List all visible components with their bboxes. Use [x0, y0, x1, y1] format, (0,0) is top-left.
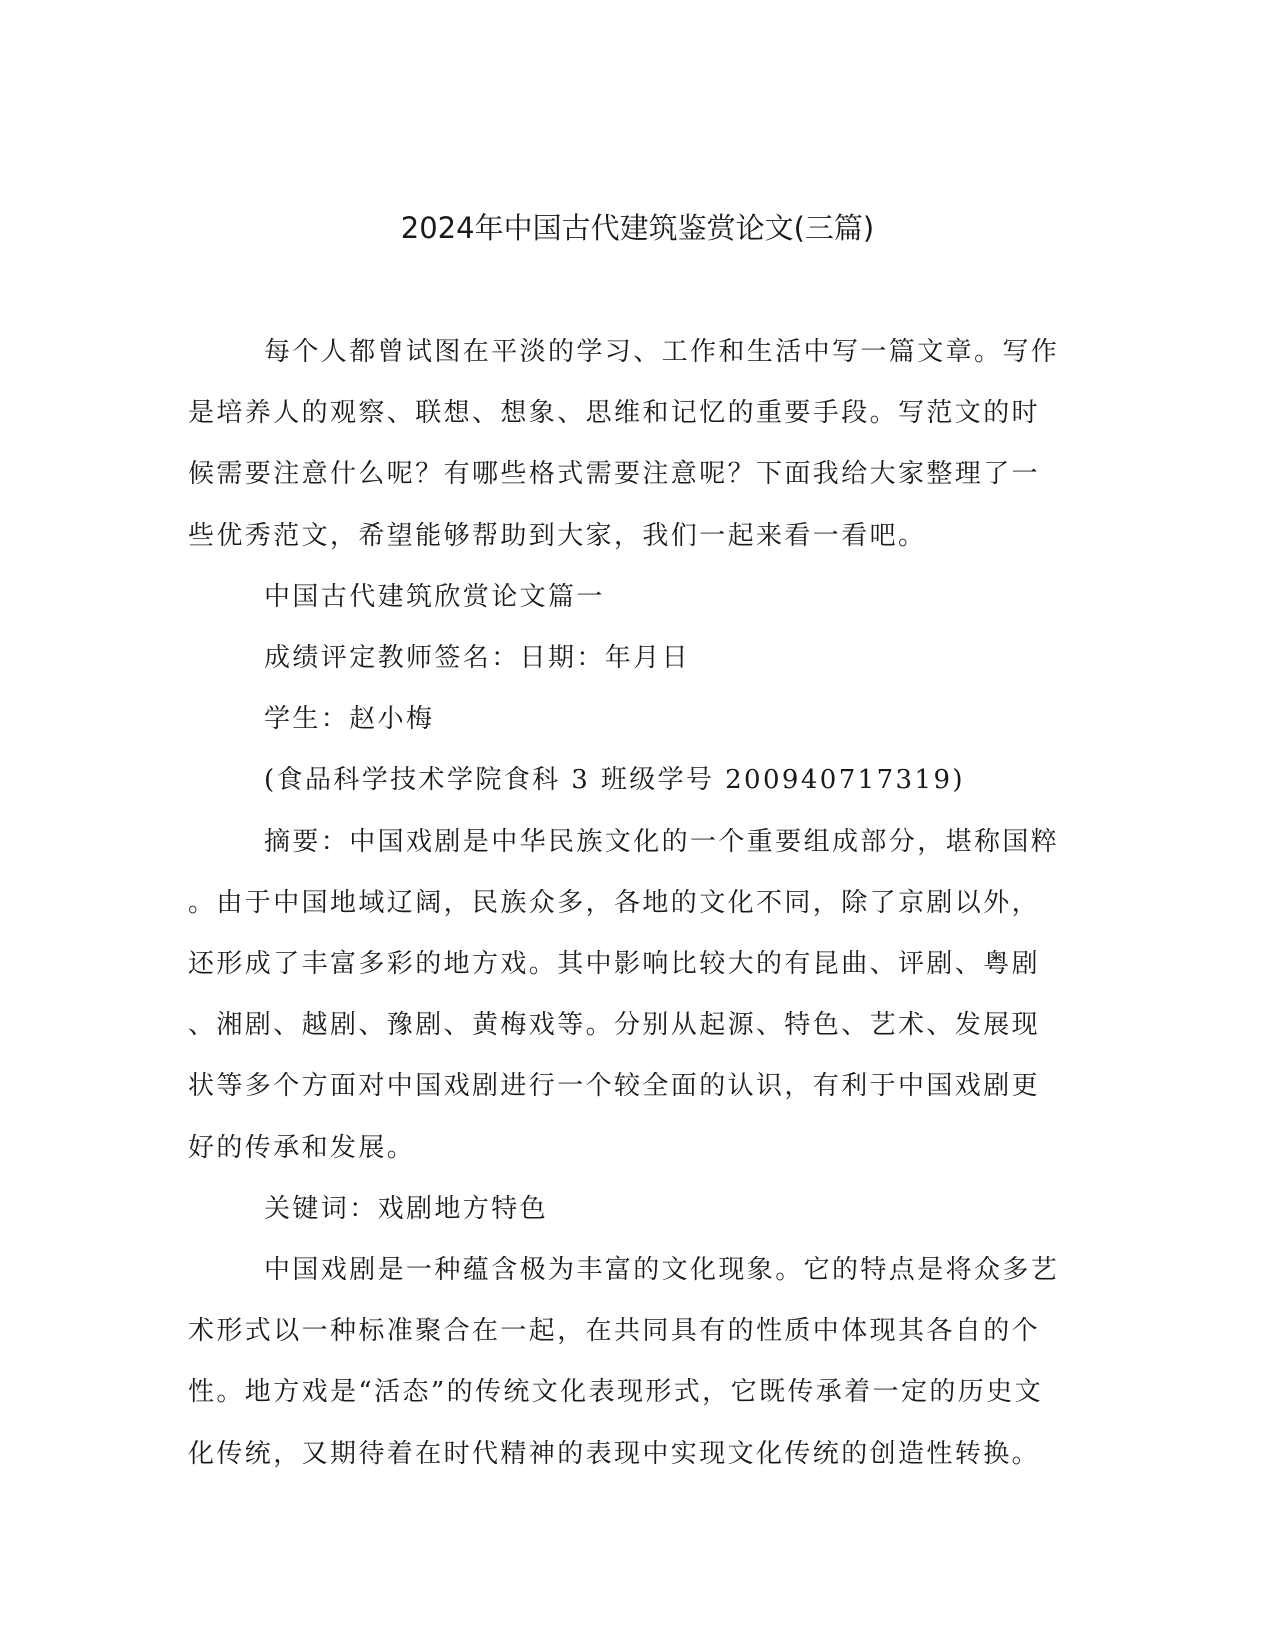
body-line: 术形式以一种标准聚合在一起，在共同具有的性质中体现其各自的个: [188, 1316, 1041, 1347]
abstract-line: 、湘剧、越剧、豫剧、黄梅戏等。分别从起源、特色、艺术、发展现: [188, 1010, 1041, 1041]
college-class-line: (食品科学技术学院食科 3 班级学号 200940717319): [264, 765, 965, 796]
college-paragraph: [188, 750, 1066, 811]
intro-line: 每个人都曾试图在平淡的学习、工作和生活中写一篇文章。写作: [264, 337, 1060, 367]
grade-signature-line: 成绩评定教师签名：日期：年月日: [264, 643, 691, 674]
document-body: [188, 322, 1066, 1485]
section-heading: 中国古代建筑欣赏论文篇一: [264, 581, 605, 612]
body-line: 性。地方戏是“活态”的传统文化表现形式，它既传承着一定的历史文: [188, 1377, 1043, 1408]
intro-line: 是培养人的观察、联想、想象、思维和记忆的重要手段。写范文的时: [188, 398, 1041, 429]
section-heading-paragraph: [188, 567, 1066, 628]
document-title: 2024年中国古代建筑鉴赏论文(三篇): [400, 211, 875, 245]
intro-line: 候需要注意什么呢？有哪些格式需要注意呢？下面我给大家整理了一: [188, 459, 1041, 490]
abstract-line: 好的传承和发展。: [188, 1132, 416, 1163]
keywords-line: 关键词：戏剧地方特色: [264, 1193, 549, 1224]
keywords-paragraph: [188, 1179, 1066, 1240]
body-line: 化传统，又期待着在时代精神的表现中实现文化传统的创造性转换。: [188, 1438, 1041, 1469]
body-paragraph: [188, 1240, 1066, 1485]
abstract-line: 摘要：中国戏剧是中华民族文化的一个重要组成部分，堪称国粹: [264, 826, 1060, 857]
student-paragraph: [188, 689, 1066, 750]
intro-line: 些优秀范文，希望能够帮助到大家，我们一起来看一看吧。: [188, 520, 927, 551]
abstract-line: 状等多个方面对中国戏剧进行一个较全面的认识，有利于中国戏剧更: [188, 1071, 1041, 1102]
abstract-paragraph: [188, 812, 1066, 1179]
grade-paragraph: [188, 628, 1066, 689]
body-line: 中国戏剧是一种蕴含极为丰富的文化现象。它的特点是将众多艺: [264, 1255, 1060, 1286]
intro-paragraph: [188, 322, 1066, 567]
abstract-line: 还形成了丰富多彩的地方戏。其中影响比较大的有昆曲、评剧、粤剧: [188, 949, 1041, 980]
student-name-line: 学生：赵小梅: [264, 704, 435, 735]
abstract-line: 。由于中国地域辽阔，民族众多，各地的文化不同，除了京剧以外，: [188, 887, 1041, 918]
